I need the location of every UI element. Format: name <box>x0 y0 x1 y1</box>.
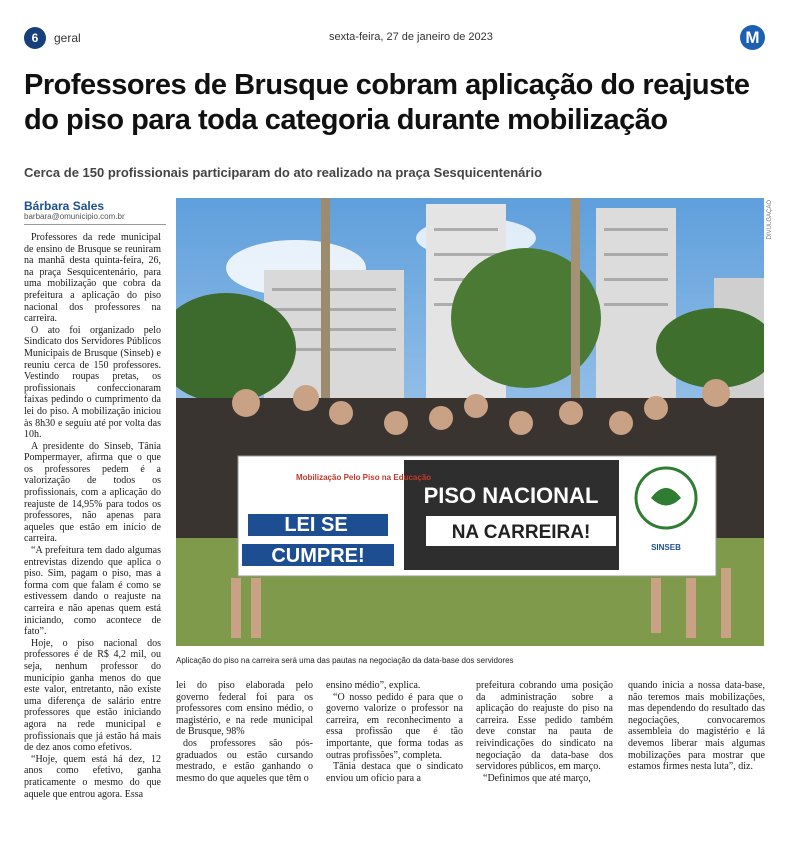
article-photo <box>176 198 764 646</box>
paragraph: “Definimos que até março, <box>483 772 591 784</box>
author-name: Bárbara Sales <box>24 199 105 213</box>
protest-photo-illustration <box>176 198 764 646</box>
paragraph: lei do piso elaborada pelo governo federal foi para os professores com ensino médio, o magistério, e na rede municipal de Brusque, 98% <box>176 680 313 738</box>
photo-caption: Aplicação do piso na carreira será uma das pautas na negociação da data-base dos servidores <box>176 656 514 665</box>
paragraph: “Hoje, quem está há dez, 12 anos como efetivo, ganha praticamente o mesmo do que aquele que entrou agora. Essa <box>24 753 161 800</box>
paragraph: ensino médio”, explica. <box>326 680 421 691</box>
article-column-2 <box>176 680 313 784</box>
article-column-3 <box>326 680 463 784</box>
paragraph: Professores da rede municipal de ensino de Brusque se reuniram na manhã desta quinta-feira, 26, na praça Sesquicentenário, para uma mobilização que cobra da prefeitura a aplicação do piso nacional dos professores na carreira. <box>24 232 161 325</box>
subheadline: Cerca de 150 profissionais participaram do ato realizado na praça Sesquicentenário <box>24 165 543 180</box>
headline: Professores de Brusque cobram aplicação do reajuste do piso para toda categoria durante mobilização <box>24 69 750 136</box>
article-column-4 <box>476 680 613 784</box>
article-column-1 <box>24 232 161 800</box>
article-column-5 <box>628 680 765 773</box>
author-email: barbara@omunicipio.com.br <box>24 212 125 221</box>
banner-text-cumpre: CUMPRE! <box>271 545 365 567</box>
byline-divider <box>24 224 166 225</box>
page-number: 6 <box>24 27 46 49</box>
banner-text-lei-se: LEI SE <box>284 514 348 536</box>
paragraph: prefeitura cobrando uma posição da administração sobre a aplicação do reajuste do piso na carreira. Esse pedido também deve constar na pauta de reivindicações do sindicato na negociação da data-base dos servidores públicos, em março. <box>476 680 613 773</box>
publication-date: sexta-feira, 27 de janeiro de 2023 <box>329 31 493 43</box>
paragraph: quando inicia a nossa data-base, não teremos mais mobilizações, mas dependendo do resultado das negociações, convocaremos assembleia do magistério e lá devemos liberar mais algumas mobilizações para mostrar que estamos firmes nesta luta”, diz. <box>628 680 765 773</box>
banner-logo-text: Mobilização Pelo Piso na Educação <box>296 473 432 482</box>
newspaper-logo: M <box>740 25 765 50</box>
paragraph: A presidente do Sinseb, Tânia Pompermayer, afirma que o que os professores pedem é a valorização de todos os profissionais, com a aplicação do reajuste de 14,95% para todos os professores, não apenas para aqueles que estão em início de carreira. <box>24 440 161 545</box>
section-label: geral <box>54 31 81 45</box>
photo-credit: DIVULGAÇÃO <box>767 200 773 240</box>
banner-text-na-carreira: NA CARREIRA! <box>451 522 591 543</box>
paragraph: dos professores são pós-graduados ou estão cursando mestrado, e estão ganhando o mesmo do que aqueles que têm o <box>176 737 313 784</box>
paragraph: “A prefeitura tem dado algumas entrevistas dizendo que aplica o piso. Sim, pagam o piso, mas a forma com que falam é como se estivessem dando o reajuste na carreira e não apenas quem está iniciando, como acontece de fato”. <box>24 545 161 638</box>
paragraph: Tânia destaca que o sindicato enviou um ofício para a <box>326 761 463 784</box>
paragraph: O ato foi organizado pelo Sindicato dos Servidores Públicos Municipais de Brusque (Sinseb) e reuniu cerca de 150 professores. Vestindo roupas pretas, os profissionais confeccionaram faixas pedindo o cumprimento da lei do piso. A mobilização iniciou às 8h30 e seguiu até por volta das 10h. <box>24 324 161 441</box>
paragraph: “O nosso pedido é para que o governo valorize o professor na carreira, em reconhecimento a essa profissão que é tão importante, que forma todas as outras profissões”, completa. <box>326 691 463 761</box>
banner-text-piso-nacional: PISO NACIONAL <box>423 483 599 508</box>
paragraph: Hoje, o piso nacional dos professores é de R$ 4,2 mil, ou seja, nenhum professor do município ganha menos do que este valor, entretanto, não existe uma diferença de salário entre professores que estão iniciando agora na rede municipal e profissionais que já estão há mais de dez anos como efetivos. <box>24 637 161 754</box>
banner-org-name: SINSEB <box>651 543 681 552</box>
